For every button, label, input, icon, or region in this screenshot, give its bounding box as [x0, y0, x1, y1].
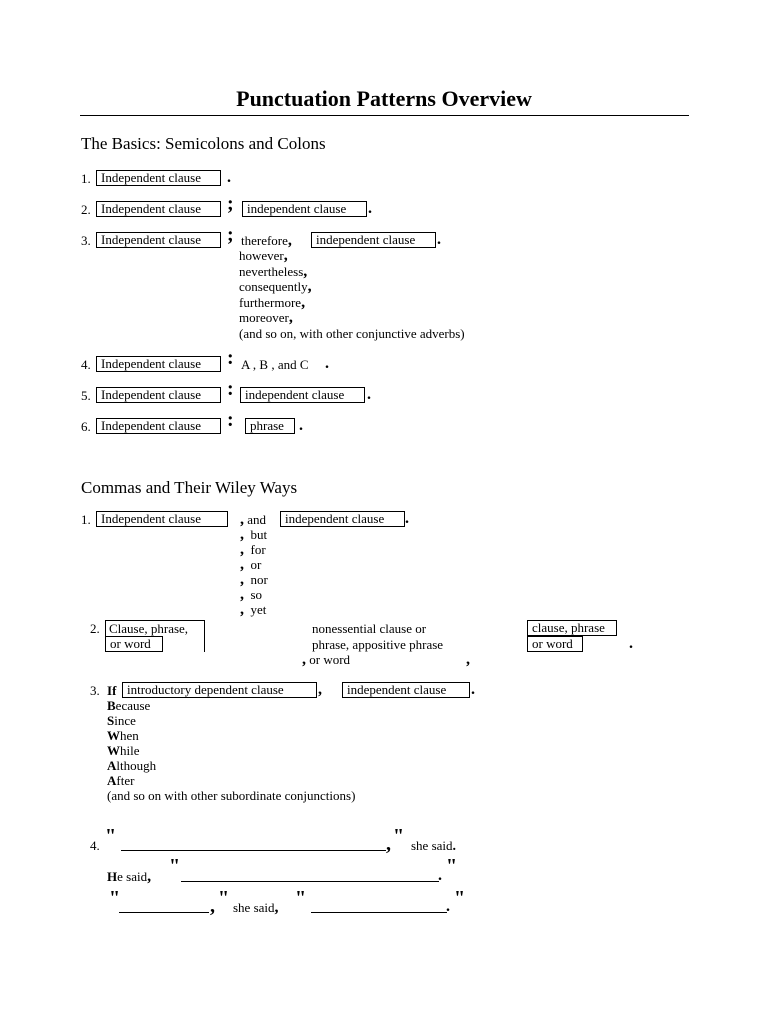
item-number: 1. — [81, 171, 91, 186]
independent-clause-box: Independent clause — [96, 201, 221, 217]
independent-clause-box: Independent clause — [96, 387, 221, 403]
blank-line — [121, 850, 386, 851]
subordinate-conjunctions: If Because Since When While Although After (and so on with other subordinate conjunctions) — [107, 683, 356, 803]
independent-clause-box: independent clause — [242, 201, 367, 217]
period-mark: . — [629, 635, 633, 652]
item-number: 2. — [90, 621, 100, 636]
independent-clause-box: independent clause — [240, 387, 365, 403]
independent-clause-box: Independent clause — [96, 511, 228, 527]
or-word-box: or word — [105, 636, 163, 652]
phrase-box: phrase — [245, 418, 295, 434]
conjunctive-adverb: therefore, — [241, 232, 292, 249]
conjunctive-adverb: furthermore, — [239, 294, 306, 311]
dialogue-tag: she said. — [411, 838, 457, 854]
nonessential-text: nonessential clause or — [312, 621, 427, 636]
semicolon-mark: ; — [227, 224, 234, 246]
title-rule — [80, 115, 689, 116]
period-mark: . — [227, 169, 231, 186]
item-number: 2. — [81, 202, 91, 217]
independent-clause-box: independent clause — [342, 682, 470, 698]
quote-mark: " — [105, 825, 117, 847]
conjunctive-adverb: nevertheless, — [239, 263, 308, 280]
independent-clause-box: Independent clause — [96, 170, 221, 186]
colon-mark: : — [227, 409, 234, 431]
page-title: Punctuation Patterns Overview — [236, 86, 532, 111]
conjunctive-adverb: however, — [239, 247, 288, 264]
period-mark: . — [437, 231, 441, 248]
quote-mark: " — [295, 887, 307, 909]
period-mark: . — [446, 898, 450, 915]
independent-clause-box: Independent clause — [96, 356, 221, 372]
period-mark: . — [438, 867, 442, 884]
period-mark: . — [367, 386, 371, 403]
period-mark: . — [368, 200, 372, 217]
quote-mark: " — [109, 887, 121, 909]
nonessential-text: phrase, appositive phrase — [312, 637, 444, 652]
semicolon-mark: ; — [227, 193, 234, 215]
dialogue-tag: He said, — [107, 868, 152, 885]
blank-line — [181, 881, 439, 882]
item-number: 1. — [81, 512, 91, 527]
section-heading-basics: The Basics: Semicolons and Colons — [81, 134, 326, 153]
quote-mark: " — [454, 887, 466, 909]
clause-phrase-box: clause, phrase — [527, 620, 617, 636]
colon-mark: : — [227, 347, 234, 369]
quote-mark: " — [393, 825, 405, 847]
quote-mark: , — [386, 833, 391, 855]
quote-mark: " — [446, 855, 458, 877]
blank-line — [119, 912, 209, 913]
independent-clause-box: independent clause — [311, 232, 436, 248]
item-number: 3. — [90, 683, 100, 698]
quote-mark: " — [218, 887, 230, 909]
nonessential-text: , or word — [302, 651, 351, 668]
conjunctive-adverb: moreover, — [239, 309, 293, 326]
list-series: A , B , and C — [241, 357, 309, 372]
item-number: 4. — [81, 357, 91, 372]
blank-line — [311, 912, 447, 913]
clause-phrase-text: Clause, phrase, — [109, 621, 189, 636]
introductory-clause-box: introductory dependent clause — [122, 682, 317, 698]
period-mark: . — [471, 681, 475, 698]
period-mark: . — [405, 510, 409, 527]
adverbs-note: (and so on, with other conjunctive adverbs) — [239, 326, 465, 341]
conjunctive-adverb: consequently, — [239, 278, 312, 295]
section-heading-commas: Commas and Their Wiley Ways — [81, 478, 298, 497]
independent-clause-box: Independent clause — [96, 418, 221, 434]
period-mark: . — [325, 355, 329, 372]
conjunction-list: , and , but , for , or , nor , so , yet — [240, 511, 268, 618]
item-number: 6. — [81, 419, 91, 434]
item-number: 3. — [81, 233, 91, 248]
period-mark: . — [299, 417, 303, 434]
or-word-box: or word — [527, 636, 583, 652]
comma-mark: , — [466, 651, 470, 668]
quote-mark: " — [169, 855, 181, 877]
colon-mark: : — [227, 378, 234, 400]
comma-mark: , — [210, 895, 215, 917]
comma-mark: , — [318, 681, 322, 698]
dialogue-tag: she said, — [233, 899, 279, 916]
independent-clause-box: independent clause — [280, 511, 405, 527]
item-number: 5. — [81, 388, 91, 403]
independent-clause-box: Independent clause — [96, 232, 221, 248]
item-number: 4. — [90, 838, 100, 853]
